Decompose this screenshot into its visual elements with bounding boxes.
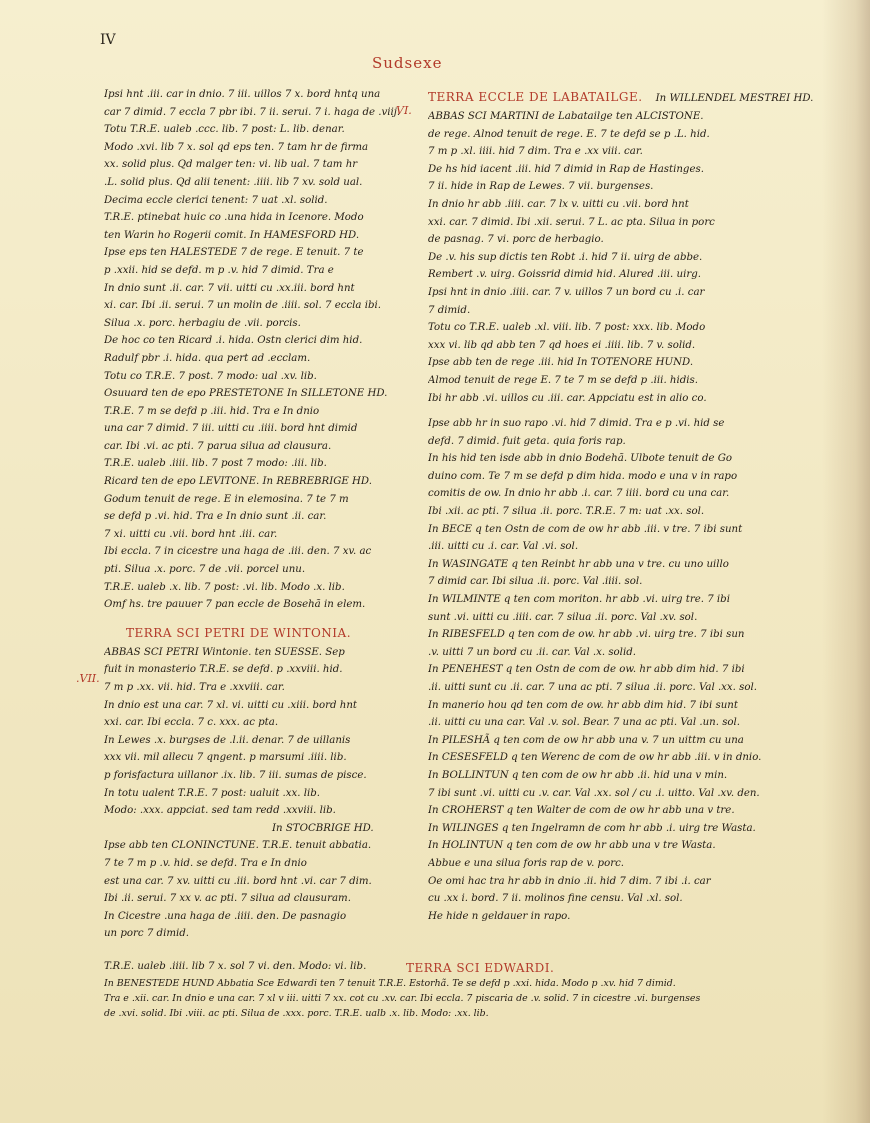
text-line: Ricard ten de epo LEVITONE. In REBREBRIGE HD.	[104, 476, 372, 488]
text-line: In WILMINTE q ten com moriton. hr abb .vi. uirg tre. 7 ibi	[428, 594, 730, 606]
text-line: 7 m p .xl. iiii. hid 7 dim. Tra e .xx viii. car.	[428, 146, 643, 158]
text-line: In WILINGES q ten Ingelramn de com hr abb .i. uirg tre Wasta.	[428, 822, 756, 834]
text-line: Ibi eccla. 7 in cicestre una haga de .iii. den. 7 xv. ac	[104, 546, 372, 558]
text-line: T.R.E. ptinebat huic co .una hida in Icenore. Modo	[104, 212, 364, 224]
text-line: In totu ualent T.R.E. 7 post: ualuit .xx. lib.	[104, 787, 321, 799]
text-line: In BOLLINTUN q ten com de ow hr abb .ii. hid una v min.	[428, 769, 728, 781]
entry-block-r3	[428, 415, 768, 521]
text-line: xx. solid plus. Qd malger ten: vi. lib ual. 7 tam hr	[104, 159, 358, 171]
text-line: xi. car. Ibi .ii. serui. 7 un molin de .iiii. sol. 7 eccla ibi.	[104, 300, 382, 312]
text-line: .ii. uitti sunt cu .ii. car. 7 una ac pti. 7 silua .ii. porc. Val .xx. sol.	[428, 682, 758, 693]
folio-number: IV	[100, 32, 116, 48]
text-line: 7 te 7 m p .v. hid. se defd. Tra e In dnio	[104, 857, 307, 869]
text-line: De hs hid iacent .iii. hid 7 dimid in Rap de Hastinges.	[428, 163, 704, 175]
text-line: Ipsi hnt .iii. car in dnio. 7 iii. uillos 7 x. bord hntq una	[104, 89, 381, 100]
text-line: T.R.E. ualeb .iiii. lib. 7 post 7 modo: .iii. lib.	[104, 458, 327, 470]
hundred-heading: In STOCBRIGE HD.	[272, 822, 374, 834]
text-line: Ibi .xii. ac pti. 7 silua .ii. porc. T.R.E. 7 m: uat .xx. sol.	[428, 506, 705, 518]
text-line: Ibi hr abb .vi. uillos cu .iii. car. Appciatu est in alio co.	[428, 392, 707, 404]
spacer	[428, 407, 768, 415]
text-line: T.R.E. ualeb .x. lib. 7 post: .vi. lib. Modo .x. lib.	[104, 581, 345, 593]
text-line: Oe omi hac tra hr abb in dnio .ii. hid 7 dim. 7 ibi .i. car	[428, 875, 711, 887]
text-line: .L. solid plus. Qd alii tenent: .iiii. lib 7 xv. sold ual.	[104, 176, 363, 188]
text-line: Ipse abb ten de rege .iii. hid In TOTENORE HUND.	[428, 357, 694, 369]
text-line: In WASINGATE q ten Reinbt hr abb una v tre. cu uno uillo	[428, 558, 729, 570]
text-line: Tra e .xii. car. In dnio e una car. 7 xl v iii. uitti 7 xx. cot cu .xv. car. Ibi eccla. 7 piscaria de .v. solid. 7 in cicestre .vi. burgenses	[104, 992, 701, 1004]
text-line: 7 ii. hide in Rap de Lewes. 7 vii. burgenses.	[428, 181, 654, 193]
text-line: In PENEHEST q ten Ostn de com de ow. hr abb dim hid. 7 ibi	[428, 664, 745, 676]
entry-block-3	[104, 385, 404, 473]
text-line: De .v. his sup dictis ten Robt .i. hid 7 ii. uirg de abbe.	[428, 251, 703, 263]
text-line: Decima eccle clerici tenent: 7 uat .xl. solid.	[104, 194, 328, 206]
text-line: Ipsi hnt in dnio .iiii. car. 7 v. uillos 7 un bord cu .i. car	[428, 286, 705, 298]
text-line: Osuuard ten de epo PRESTETONE In SILLETONE HD.	[104, 388, 388, 400]
text-line: Modo: .xxx. appciat. sed tam redd .xxviii. lib.	[104, 805, 336, 817]
rubric-heading-winton: TERRA SCI PETRI DE WINTONIA.	[126, 625, 352, 640]
text-line: 7 m p .xx. vii. hid. Tra e .xxviii. car.	[104, 682, 285, 693]
text-line: Ipse eps ten HALESTEDE 7 de rege. E tenuit. 7 te	[104, 247, 364, 259]
text-line: car. Ibi .vi. ac pti. 7 parua silua ad clausura.	[104, 440, 332, 452]
text-line: Ipse abb ten CLONINCTUNE. T.R.E. tenuit abbatia.	[104, 840, 372, 852]
text-line: Modo .xvi. lib 7 x. sol qd eps ten. 7 tam hr de firma	[104, 141, 369, 153]
text-line: Silua .x. porc. herbagiu de .vii. porcis.	[104, 317, 301, 329]
text-line: De hoc co ten Ricard .i. hida. Ostn clerici dim hid.	[104, 335, 363, 347]
text-line: cu .xx i. bord. 7 ii. molinos fine censu. Val .xl. sol.	[428, 893, 683, 905]
text-line: car 7 dimid. 7 eccla 7 pbr ibi. 7 ii. serui. 7 i. haga de .viij.	[104, 106, 401, 118]
text-line: He hide n geldauer in rapo.	[428, 910, 571, 922]
text-line: se defd p .vi. hid. Tra e In dnio sunt .ii. car.	[104, 511, 327, 523]
entry-list	[428, 521, 768, 926]
text-line: Totu co T.R.E. 7 post. 7 modo: ual .xv. lib.	[104, 370, 317, 382]
text-line: est una car. 7 xv. uitti cu .iii. bord hnt .vi. car 7 dim.	[104, 875, 372, 887]
entry-block-1	[104, 86, 404, 244]
text-line: 7 dimid car. Ibi silua .ii. porc. Val .iiii. sol.	[428, 576, 643, 588]
page-edge-shading	[822, 0, 870, 1123]
right-heading-row	[428, 86, 814, 108]
text-line: xxx vii. mil allecu 7 qngent. p marsumi .iiii. lib.	[104, 752, 347, 764]
text-line: sunt .vi. uitti cu .iiii. car. 7 silua .ii. porc. Val .xv. sol.	[428, 611, 698, 623]
text-line: 7 xi. uitti cu .vii. bord hnt .iii. car.	[104, 528, 278, 540]
text-line: xxi. car. 7 dimid. Ibi .xii. serui. 7 L. ac pta. Silua in porc	[428, 216, 715, 228]
text-line: xxi. car. Ibi eccla. 7 c. xxx. ac pta.	[104, 717, 279, 729]
text-line: duino com. Te 7 m se defd p dim hida. modo e una v in rapo	[428, 470, 738, 482]
entry-block-4	[104, 473, 404, 614]
text-line: ABBAS SCI MARTINI de Labatailge ten ALCISTONE.	[428, 111, 704, 122]
text-line: In his hid ten isde abb in dnio Bodehã. Ulbote tenuit de Go	[428, 453, 733, 465]
text-line: Ibi .ii. serui. 7 xx v. ac pti. 7 silua ad clausuram.	[104, 893, 351, 905]
rubric-heading-edwardi: TERRA SCI EDWARDI.	[406, 961, 555, 975]
text-line: .v. uitti 7 un bord cu .ii. car. Val .x. solid.	[428, 646, 636, 658]
entry-block-r1	[428, 108, 768, 354]
text-line: un porc 7 dimid.	[104, 928, 190, 940]
text-line: In HOLINTUN q ten com de ow hr abb una v tre Wasta.	[428, 840, 716, 852]
hundred-heading: In WILLENDEL MESTREI HD.	[655, 93, 814, 104]
text-line: comitis de ow. In dnio hr abb .i. car. 7 iiii. bord cu una car.	[428, 488, 730, 500]
text-line: Abbue e una silua foris rap de v. porc.	[428, 857, 625, 869]
text-line: T.R.E. 7 m se defd p .iii. hid. Tra e In dnio	[104, 405, 320, 417]
text-line: In BENESTEDE HUND Abbatia Sce Edwardi ten 7 tenuit T.R.E. Estorhã. Te se defd p .xxi. hida. Modo p .xv. hid 7 dimid.	[104, 977, 676, 989]
text-line: In CESESFELD q ten Werenc de com de ow hr abb .iii. v in dnio.	[428, 752, 762, 764]
text-line: de rege. Alnod tenuit de rege. E. 7 te defd se p .L. hid.	[428, 128, 710, 140]
text-line: T.R.E. ualeb .iiii. lib 7 x. sol 7 vi. den. Modo: vi. lib.	[104, 961, 367, 972]
text-line: defd. 7 dimid. fuit geta. quia foris rap.	[428, 435, 626, 447]
county-heading: Sudsexe	[372, 54, 443, 72]
text-line: In dnio est una car. 7 xl. vi. uitti cu .xiii. bord hnt	[104, 699, 357, 711]
text-line: 7 ibi sunt .vi. uitti cu .v. car. Val .xx. sol / cu .i. uitto. Val .xv. den.	[428, 787, 760, 799]
text-line: In RIBESFELD q ten com de ow. hr abb .vi. uirg tre. 7 ibi sun	[428, 629, 745, 641]
text-line: 7 dimid.	[428, 304, 471, 316]
text-line: Totu T.R.E. ualeb .ccc. lib. 7 post: L. lib. denar.	[104, 124, 345, 136]
text-line: .ii. uitti cu una car. Val .v. sol. Bear. 7 una ac pti. Val .un. sol.	[428, 717, 741, 729]
left-column	[104, 86, 404, 943]
text-line: xxx vi. lib qd abb ten 7 qd hoes ei .iiii. lib. 7 v. solid.	[428, 339, 696, 351]
text-line: In Lewes .x. burgses de .l.ii. denar. 7 de uillanis	[104, 734, 351, 746]
text-line: Rembert .v. uirg. Goissrid dimid hid. Alured .iii. uirg.	[428, 269, 701, 281]
text-line: p forisfactura uillanor .ix. lib. 7 iii. sumas de pisce.	[104, 769, 367, 781]
spacer	[104, 614, 404, 622]
text-line: Radulf pbr .i. hida. qua pert ad .ecclam.	[104, 352, 311, 364]
text-line: Godum tenuit de rege. E in elemosina. 7 te 7 m	[104, 493, 349, 505]
margin-number-vii: .VII.	[76, 672, 100, 685]
text-line: fuit in monasterio T.R.E. se defd. p .xxviii. hid.	[104, 664, 343, 676]
text-line: .iii. uitti cu .i. car. Val .vi. sol.	[428, 541, 579, 553]
text-line: In manerio hou qd ten com de ow. hr abb dim hid. 7 ibi sunt	[428, 699, 738, 711]
rubric-heading-labatailge: TERRA ECCLE DE LABATAILGE.	[428, 90, 643, 104]
entry-block-6	[104, 837, 404, 943]
text-line: ten Warin ho Rogerii comit. In HAMESFORD HD.	[104, 229, 360, 241]
text-line: In CROHERST q ten Walter de com de ow hr abb una v tre.	[428, 805, 735, 817]
text-line: In PILESHÃ q ten com de ow hr abb una v. 7 un uittm cu una	[428, 734, 744, 746]
text-line: Ipse abb hr in suo rapo .vi. hid 7 dimid. Tra e p .vi. hid se	[428, 418, 725, 430]
text-line: de pasnag. 7 vi. porc de herbagio.	[428, 234, 604, 246]
entry-block-r2	[428, 354, 768, 407]
text-line: pti. Silua .x. porc. 7 de .vii. porcel unu.	[104, 564, 306, 576]
text-line: In Cicestre .una haga de .iiii. den. De pasnagio	[104, 910, 347, 922]
text-line: Omf hs. tre pauuer 7 pan eccle de Bosehã in elem.	[104, 599, 366, 611]
text-line: de .xvi. solid. Ibi .viii. ac pti. Silua de .xxx. porc. T.R.E. ualb .x. lib. Modo: .xx. lib.	[104, 1007, 489, 1019]
margin-number-vi: VI.	[396, 104, 412, 117]
text-line: In dnio hr abb .iiii. car. 7 lx v. uitti cu .vii. bord hnt	[428, 198, 689, 210]
text-line: Almod tenuit de rege E. 7 te 7 m se defd p .iii. hidis.	[428, 374, 698, 386]
right-column	[428, 86, 814, 925]
entry-block-2	[104, 244, 404, 385]
text-line: In dnio sunt .ii. car. 7 vii. uitti cu .xx.iii. bord hnt	[104, 282, 355, 294]
text-line: ABBAS SCI PETRI Wintonie. ten SUESSE. Sep	[104, 646, 345, 658]
text-line: una car 7 dimid. 7 iii. uitti cu .iiii. bord hnt dimid	[104, 423, 358, 435]
text-line: In BECE q ten Ostn de com de ow hr abb .iii. v tre. 7 ibi sunt	[428, 523, 743, 535]
text-line: p .xxii. hid se defd. m p .v. hid 7 dimid. Tra e	[104, 264, 334, 276]
text-line: Totu co T.R.E. ualeb .xl. viii. lib. 7 post: xxx. lib. Modo	[428, 322, 706, 334]
entry-block-5	[104, 644, 404, 820]
